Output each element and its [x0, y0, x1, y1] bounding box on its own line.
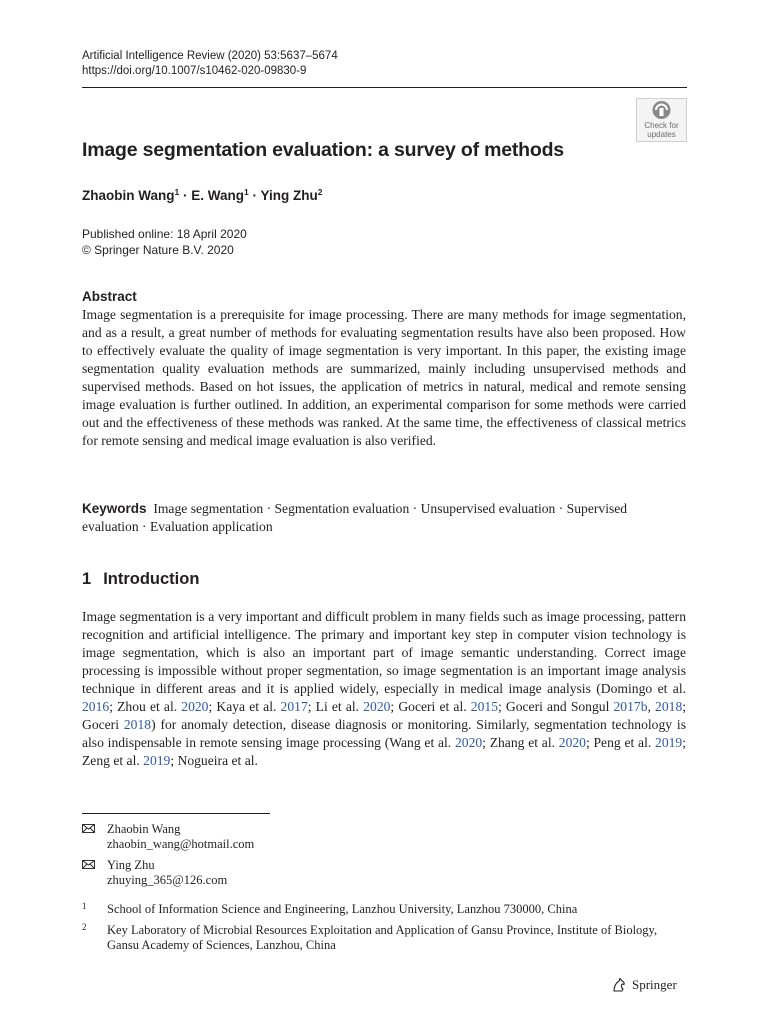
citation-link[interactable]: 2018: [123, 717, 152, 732]
contact-entry: [82, 822, 254, 852]
intro-text: ; Goceri et al.: [390, 699, 471, 714]
affiliation-text: Key Laboratory of Microbial Resources Exploitation and Application of Gansu Province, Institute of Biology, Gansu Academy of Sciences, Lanzhou, China: [107, 923, 658, 952]
intro-text: ; Kaya et al.: [208, 699, 281, 714]
badge-line2: updates: [647, 130, 676, 139]
citation-link[interactable]: 2020: [181, 699, 209, 714]
citation-link[interactable]: 2020: [454, 735, 483, 750]
check-for-updates-badge[interactable]: [636, 98, 687, 142]
author-affiliation-mark: 1: [174, 187, 180, 197]
citation-link[interactable]: 2020: [363, 699, 391, 714]
citation-link[interactable]: 2019: [655, 735, 683, 750]
author-name[interactable]: E. Wang: [191, 188, 244, 203]
copyright: © Springer Nature B.V. 2020: [82, 243, 234, 257]
section-title: Introduction: [103, 570, 200, 588]
journal-header: [82, 49, 338, 79]
footnote-rule: [82, 813, 270, 814]
paper-title: Image segmentation evaluation: a survey of methods: [82, 139, 564, 161]
keywords: [82, 500, 686, 536]
journal-citation: Artificial Intelligence Review (2020) 53:5637–5674: [82, 50, 338, 62]
intro-text: ; Li et al.: [307, 699, 364, 714]
author-name[interactable]: Zhaobin Wang: [82, 188, 175, 203]
author-affiliation-mark: 2: [317, 187, 323, 197]
intro-text: ; Nogueira et al.: [170, 753, 258, 768]
keywords-text: Image segmentation · Segmentation evaluation · Unsupervised evaluation · Supervised evaluation · Evaluation application: [82, 501, 628, 534]
springer-logo: [611, 975, 677, 995]
contact-email[interactable]: zhuying_365@126.com: [107, 873, 228, 887]
citation-link[interactable]: 2019: [143, 753, 171, 768]
citation-link[interactable]: 2015: [470, 699, 498, 714]
envelope-icon: [82, 860, 95, 869]
keywords-label: Keywords: [82, 501, 147, 516]
published-date: Published online: 18 April 2020: [82, 227, 247, 241]
affiliation-text: School of Information Science and Engineering, Lanzhou University, Lanzhou 730000, China: [107, 902, 578, 916]
intro-text: ) for anomaly detection, disease diagnosis or monitoring. Similarly, segmentation technology is also indispensable in remote sensing image processing (Wang et al.: [82, 717, 686, 750]
author-affiliation-mark: 1: [243, 187, 249, 197]
citation-link[interactable]: 2020: [558, 735, 586, 750]
citation-link[interactable]: 2017: [280, 699, 308, 714]
intro-text: ,: [647, 699, 656, 714]
contact-entry: [82, 858, 227, 888]
citation-link[interactable]: 2017b: [613, 699, 648, 714]
author-separator: ·: [179, 188, 192, 203]
badge-line1: Check for: [644, 121, 679, 130]
author-name[interactable]: Ying Zhu: [260, 188, 318, 203]
affiliation: [82, 923, 686, 953]
check-for-updates-icon: [636, 98, 687, 142]
springer-horse-icon: [611, 977, 627, 993]
section-number: 1: [82, 570, 92, 588]
contact-name: Zhaobin Wang: [107, 822, 181, 836]
affiliation: [82, 902, 686, 917]
abstract-heading: Abstract: [82, 289, 137, 304]
header-rule: [82, 87, 687, 88]
intro-text: ; Zhou et al.: [109, 699, 182, 714]
intro-paragraph: [82, 608, 686, 770]
affiliation-number: 2: [82, 922, 87, 932]
citation-link[interactable]: 2016: [82, 699, 110, 714]
citation-link[interactable]: 2018: [655, 699, 683, 714]
doi-link[interactable]: https://doi.org/10.1007/s10462-020-09830-9: [82, 65, 307, 77]
author-list: [82, 187, 322, 203]
contact-name: Ying Zhu: [107, 858, 155, 872]
intro-text: Image segmentation is a very important and difficult problem in many fields such as image processing, pattern recognition and artificial intelligence. The primary and important key step in computer vision technology is image segmentation, which is also an important part of image semantic understanding. Correct image processing is impossible without proper segmentation, so image segmentation is an important image analysis technique in different areas and it is applied widely, especially in medical image analysis (Domingo et al.: [82, 609, 686, 696]
section-heading: [82, 570, 199, 589]
publisher-name: Springer: [632, 977, 677, 992]
affiliation-number: 1: [82, 901, 87, 911]
intro-text: ; Zhang et al.: [482, 735, 559, 750]
envelope-icon: [82, 824, 95, 833]
intro-text: ; Peng et al.: [585, 735, 656, 750]
abstract-text: Image segmentation is a prerequisite for image processing. There are many methods for image segmentation, and as a result, a great number of methods for evaluating segmentation results have also been proposed. How to effectively evaluate the quality of image segmentation is very important. In this paper, the existing image segmentation quality evaluation methods are summarized, mainly including unsupervised methods and supervised methods. Based on hot issues, the application of metrics in natural, medical and remote sensing image evaluation is further outlined. In addition, an experimental comparison for some methods were carried out and the effectiveness of these methods was ranked. At the same time, the effectiveness of classical metrics for remote sensing and medical image evaluation is also verified.: [82, 307, 686, 448]
author-separator: ·: [248, 188, 261, 203]
contact-email[interactable]: zhaobin_wang@hotmail.com: [107, 837, 255, 851]
intro-text: ; Goceri: [82, 699, 687, 732]
intro-text: ; Goceri and Songul: [497, 699, 614, 714]
publication-info: [82, 226, 247, 258]
intro-text: ; Zeng et al.: [82, 735, 686, 768]
